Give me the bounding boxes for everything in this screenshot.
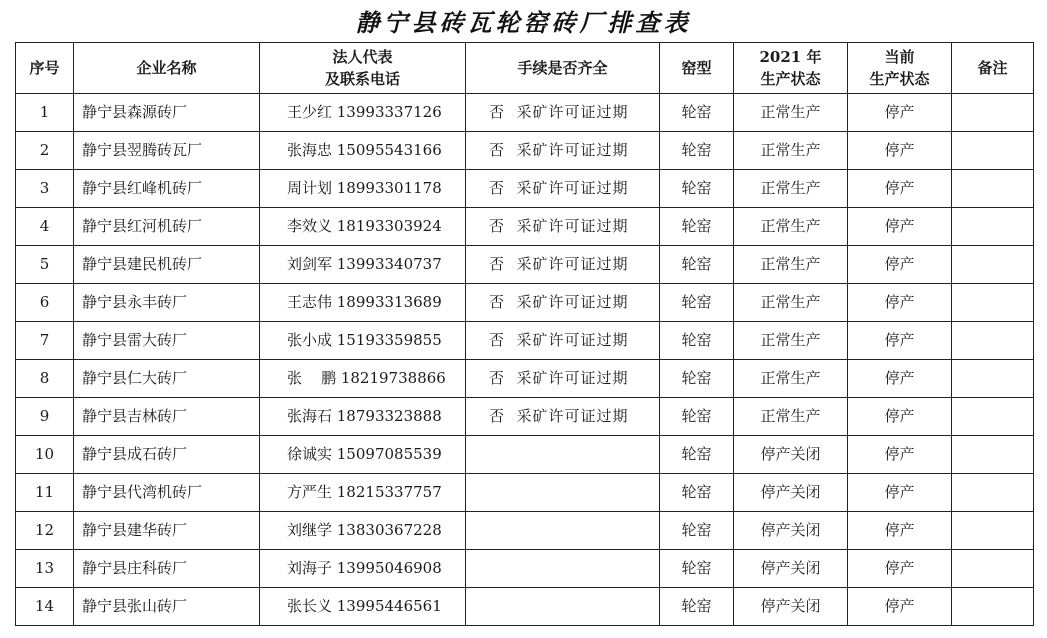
cell-procedures: 否 采矿许可证过期 xyxy=(466,132,660,170)
cell-procedures: 否 采矿许可证过期 xyxy=(466,208,660,246)
cell-notes xyxy=(952,398,1034,436)
cell-kiln-type: 轮窑 xyxy=(660,284,734,322)
cell-legal-contact: 王少红 13993337126 xyxy=(260,94,466,132)
header-current-line1: 当前 xyxy=(884,48,915,66)
cell-legal-contact: 徐诚实 15097085539 xyxy=(260,436,466,474)
cell-seq: 7 xyxy=(16,322,74,360)
cell-legal-contact: 周计划 18993301178 xyxy=(260,170,466,208)
cell-notes xyxy=(952,474,1034,512)
cell-current-status: 停产 xyxy=(848,550,952,588)
cell-procedures xyxy=(466,436,660,474)
cell-procedures: 否 采矿许可证过期 xyxy=(466,398,660,436)
cell-notes xyxy=(952,132,1034,170)
cell-seq: 13 xyxy=(16,550,74,588)
header-kiln: 窑型 xyxy=(660,43,734,94)
inspection-table xyxy=(15,42,1034,626)
table-row xyxy=(16,170,1034,208)
cell-kiln-type: 轮窑 xyxy=(660,322,734,360)
cell-procedures: 否 采矿许可证过期 xyxy=(466,246,660,284)
cell-kiln-type: 轮窑 xyxy=(660,512,734,550)
cell-status-2021: 正常生产 xyxy=(734,360,848,398)
cell-kiln-type: 轮窑 xyxy=(660,360,734,398)
cell-status-2021: 正常生产 xyxy=(734,398,848,436)
cell-legal-contact: 刘海子 13995046908 xyxy=(260,550,466,588)
cell-status-2021: 停产关闭 xyxy=(734,512,848,550)
cell-procedures: 否 采矿许可证过期 xyxy=(466,322,660,360)
cell-kiln-type: 轮窑 xyxy=(660,588,734,626)
table-row xyxy=(16,94,1034,132)
cell-company: 静宁县代湾机砖厂 xyxy=(74,474,260,512)
cell-seq: 5 xyxy=(16,246,74,284)
cell-status-2021: 停产关闭 xyxy=(734,550,848,588)
cell-current-status: 停产 xyxy=(848,512,952,550)
cell-procedures: 否 采矿许可证过期 xyxy=(466,170,660,208)
cell-legal-contact: 张海石 18793323888 xyxy=(260,398,466,436)
cell-current-status: 停产 xyxy=(848,208,952,246)
cell-current-status: 停产 xyxy=(848,246,952,284)
cell-company: 静宁县红峰机砖厂 xyxy=(74,170,260,208)
cell-current-status: 停产 xyxy=(848,474,952,512)
table-row xyxy=(16,474,1034,512)
cell-seq: 8 xyxy=(16,360,74,398)
header-procedures: 手续是否齐全 xyxy=(466,43,660,94)
cell-kiln-type: 轮窑 xyxy=(660,550,734,588)
header-current-line2: 生产状态 xyxy=(869,70,930,88)
cell-notes xyxy=(952,436,1034,474)
header-status-2021-line1: 2021 年 xyxy=(759,48,822,66)
cell-seq: 3 xyxy=(16,170,74,208)
cell-notes xyxy=(952,208,1034,246)
cell-kiln-type: 轮窑 xyxy=(660,398,734,436)
cell-notes xyxy=(952,94,1034,132)
table-body xyxy=(16,94,1034,626)
cell-company: 静宁县张山砖厂 xyxy=(74,588,260,626)
cell-procedures xyxy=(466,512,660,550)
cell-status-2021: 正常生产 xyxy=(734,208,848,246)
cell-current-status: 停产 xyxy=(848,588,952,626)
cell-kiln-type: 轮窑 xyxy=(660,94,734,132)
cell-legal-contact: 张海忠 15095543166 xyxy=(260,132,466,170)
cell-notes xyxy=(952,170,1034,208)
cell-legal-contact: 刘继学 13830367228 xyxy=(260,512,466,550)
cell-current-status: 停产 xyxy=(848,132,952,170)
cell-legal-contact: 张 鹏 18219738866 xyxy=(260,360,466,398)
cell-legal-contact: 张小成 15193359855 xyxy=(260,322,466,360)
cell-current-status: 停产 xyxy=(848,398,952,436)
table-row xyxy=(16,512,1034,550)
cell-notes xyxy=(952,246,1034,284)
cell-current-status: 停产 xyxy=(848,284,952,322)
cell-status-2021: 正常生产 xyxy=(734,284,848,322)
cell-seq: 10 xyxy=(16,436,74,474)
page-title: 静宁县砖瓦轮窑砖厂排查表 xyxy=(355,8,692,37)
cell-seq: 12 xyxy=(16,512,74,550)
header-legal-line1: 法人代表 xyxy=(332,48,393,66)
table-row xyxy=(16,360,1034,398)
cell-current-status: 停产 xyxy=(848,94,952,132)
table-row xyxy=(16,132,1034,170)
cell-procedures xyxy=(466,588,660,626)
header-status-2021-line2: 生产状态 xyxy=(760,70,821,88)
cell-kiln-type: 轮窑 xyxy=(660,436,734,474)
header-current-status xyxy=(848,43,952,94)
cell-notes xyxy=(952,550,1034,588)
cell-company: 静宁县翌腾砖瓦厂 xyxy=(74,132,260,170)
cell-company: 静宁县建民机砖厂 xyxy=(74,246,260,284)
cell-status-2021: 正常生产 xyxy=(734,246,848,284)
cell-status-2021: 停产关闭 xyxy=(734,474,848,512)
cell-status-2021: 正常生产 xyxy=(734,132,848,170)
cell-company: 静宁县红河机砖厂 xyxy=(74,208,260,246)
cell-current-status: 停产 xyxy=(848,170,952,208)
cell-procedures: 否 采矿许可证过期 xyxy=(466,360,660,398)
cell-seq: 4 xyxy=(16,208,74,246)
cell-kiln-type: 轮窑 xyxy=(660,208,734,246)
header-notes: 备注 xyxy=(952,43,1034,94)
header-status-2021 xyxy=(734,43,848,94)
table-row xyxy=(16,322,1034,360)
cell-company: 静宁县成石砖厂 xyxy=(74,436,260,474)
header-legal-line2: 及联系电话 xyxy=(324,70,400,88)
cell-kiln-type: 轮窑 xyxy=(660,474,734,512)
cell-seq: 1 xyxy=(16,94,74,132)
cell-status-2021: 停产关闭 xyxy=(734,588,848,626)
cell-seq: 11 xyxy=(16,474,74,512)
table-row xyxy=(16,246,1034,284)
cell-legal-contact: 方严生 18215337757 xyxy=(260,474,466,512)
cell-procedures xyxy=(466,474,660,512)
cell-seq: 6 xyxy=(16,284,74,322)
cell-company: 静宁县庄科砖厂 xyxy=(74,550,260,588)
table-row xyxy=(16,588,1034,626)
cell-current-status: 停产 xyxy=(848,436,952,474)
cell-status-2021: 正常生产 xyxy=(734,94,848,132)
header-row xyxy=(16,43,1034,94)
cell-company: 静宁县森源砖厂 xyxy=(74,94,260,132)
cell-status-2021: 正常生产 xyxy=(734,322,848,360)
cell-legal-contact: 李效义 18193303924 xyxy=(260,208,466,246)
cell-kiln-type: 轮窑 xyxy=(660,246,734,284)
cell-procedures: 否 采矿许可证过期 xyxy=(466,94,660,132)
cell-notes xyxy=(952,360,1034,398)
cell-legal-contact: 刘剑军 13993340737 xyxy=(260,246,466,284)
cell-status-2021: 停产关闭 xyxy=(734,436,848,474)
cell-company: 静宁县永丰砖厂 xyxy=(74,284,260,322)
cell-status-2021: 正常生产 xyxy=(734,170,848,208)
header-seq: 序号 xyxy=(16,43,74,94)
cell-notes xyxy=(952,588,1034,626)
cell-notes xyxy=(952,322,1034,360)
cell-notes xyxy=(952,512,1034,550)
cell-kiln-type: 轮窑 xyxy=(660,170,734,208)
cell-notes xyxy=(952,284,1034,322)
header-legal xyxy=(260,43,466,94)
cell-company: 静宁县吉林砖厂 xyxy=(74,398,260,436)
header-company: 企业名称 xyxy=(74,43,260,94)
table-row xyxy=(16,284,1034,322)
cell-procedures: 否 采矿许可证过期 xyxy=(466,284,660,322)
cell-company: 静宁县建华砖厂 xyxy=(74,512,260,550)
table-row xyxy=(16,398,1034,436)
cell-company: 静宁县雷大砖厂 xyxy=(74,322,260,360)
cell-current-status: 停产 xyxy=(848,322,952,360)
cell-company: 静宁县仁大砖厂 xyxy=(74,360,260,398)
cell-seq: 9 xyxy=(16,398,74,436)
cell-seq: 14 xyxy=(16,588,74,626)
cell-seq: 2 xyxy=(16,132,74,170)
table-row xyxy=(16,208,1034,246)
cell-current-status: 停产 xyxy=(848,360,952,398)
table-row xyxy=(16,550,1034,588)
cell-procedures xyxy=(466,550,660,588)
table-row xyxy=(16,436,1034,474)
cell-legal-contact: 王志伟 18993313689 xyxy=(260,284,466,322)
cell-kiln-type: 轮窑 xyxy=(660,132,734,170)
cell-legal-contact: 张长义 13995446561 xyxy=(260,588,466,626)
